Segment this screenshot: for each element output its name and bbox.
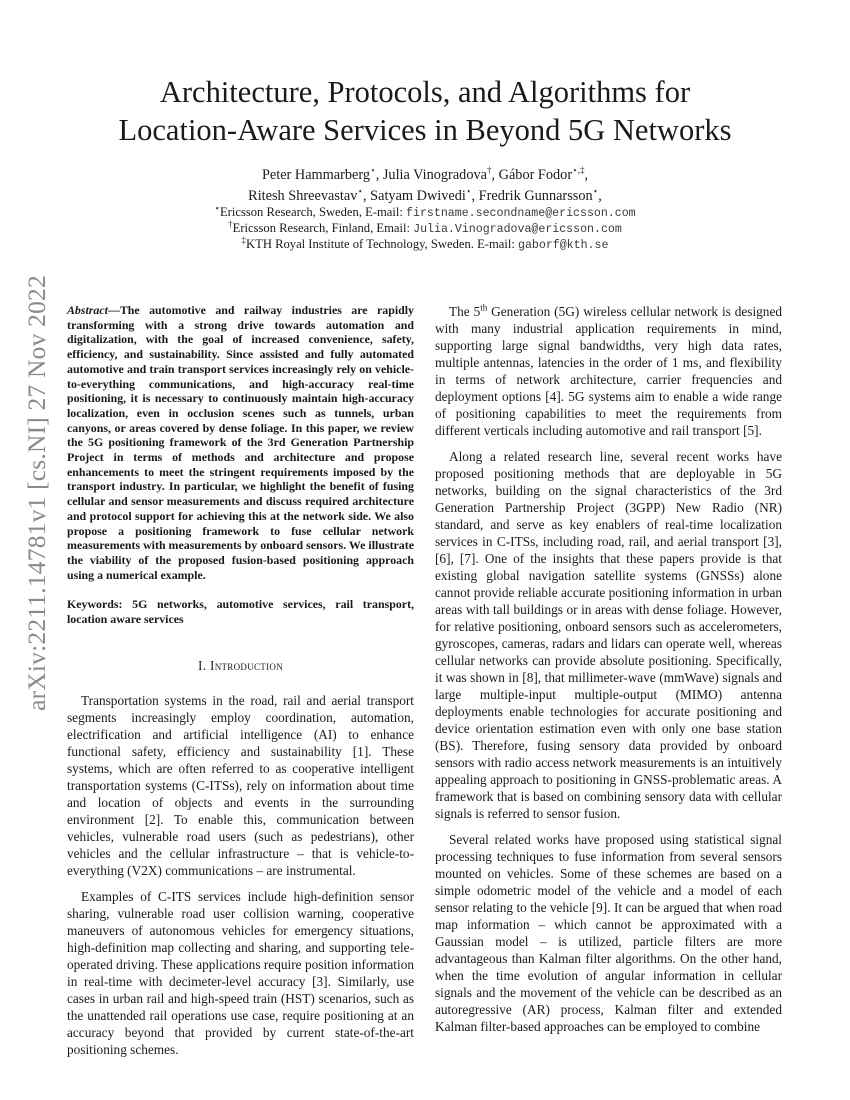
body-paragraph: Examples of C-ITS services include high-definition sensor sharing, vulnerable road user collision warning, cooperative maneuvers of autonomous vehicles for emergency situations, high-definition map collecting and sharing, and supporting tele-operated driving. These applications require position information in real-time with decimeter-level accuracy [3]. Similarly, use cases in urban rail and high-speed train (HST) scenarios, such as the unattended rail operations use case, require positioning at an accuracy beyond that provided by current state-of-the-art positioning schemes. bbox=[67, 888, 414, 1057]
paragraph-text: The 5 bbox=[449, 304, 481, 319]
affiliation-mark: ‡ bbox=[241, 234, 247, 245]
affiliation-text: KTH Royal Institute of Technology, Sweden. E-mail: bbox=[246, 237, 518, 251]
author-mark: ⋆,‡ bbox=[572, 165, 585, 176]
section-number: I. bbox=[197, 657, 210, 673]
author-mark: ⋆ bbox=[357, 186, 363, 197]
author-mark: ⋆ bbox=[592, 186, 599, 197]
body-paragraph: Several related works have proposed using statistical signal processing techniques to fuse information from several sensors mounted on vehicles. Some of these schemes are based on a simple odometric model of the vehicle and a model of each sensor relating to the vehicle [9]. It can be argued that when road map information – which cannot be approximated with a Gaussian model – is utilized, particle filters are more advantageous than Kalman filter algorithms. On the other hand, when the time evolution of angular information in cellular signals and the movement of the vehicle can be described as an autoregressive (AR) process, Kalman filter and extended Kalman filter-based approaches can be employed to combine bbox=[435, 832, 782, 1034]
affiliation-line bbox=[60, 202, 790, 221]
affiliation-text: Ericsson Research, Finland, Email: bbox=[232, 221, 414, 235]
keywords: Keywords: 5G networks, automotive services, rail transport, location aware services bbox=[67, 597, 414, 627]
affiliation-email: gaborf@kth.se bbox=[517, 239, 609, 252]
author-name: Satyam Dwivedi bbox=[370, 188, 466, 204]
author-line-2: Ritesh Shreevastav⋆, Satyam Dwivedi⋆, Fredrik Gunnarsson⋆, bbox=[248, 186, 602, 204]
author-name: Julia Vinogradova bbox=[382, 167, 487, 183]
ordinal-superscript: th bbox=[480, 302, 488, 313]
affiliation-email: Julia.Vinogradova@ericsson.com bbox=[413, 223, 622, 236]
author-line-1: Peter Hammarberg⋆, Julia Vinogradova†, Gábor Fodor⋆,‡, bbox=[261, 165, 589, 183]
affiliation-text: Ericsson Research, Sweden, E-mail: bbox=[219, 205, 407, 219]
author-name: Peter Hammarberg bbox=[261, 167, 371, 183]
abstract-label: Abstract bbox=[67, 303, 108, 317]
affiliation-line bbox=[60, 218, 790, 237]
abstract-body: —The automotive and railway industries are rapidly transforming with a strong drive towards automation and digitalization, with the goal of increased convenience, safety, efficiency, and sustainability. Since assisted and fully automated automotive and train transport services increasingly rely on vehicle-to-everything communications, and high-accuracy real-time positioning, it is necessary to continuously maintain high-accuracy localization, even in occlusion scenes such as tunnels, urban canyons, or areas covered by dense foliage. In this paper, we review the 5G positioning framework of the 3rd Generation Partnership Project in terms of methods and architecture and propose enhancements to meet the stringent requirements imposed by the transport industry. In particular, we highlight the benefit of fusing cellular and sensor measurements and discuss required architecture and protocol support for achieving this at the network side. We also propose a positioning framework to fuse cellular network measurements with measurements by onboard sensors. We illustrate the viability of the proposed fusion-based positioning approach using a numerical example. bbox=[67, 303, 414, 582]
section-title: Introduction bbox=[209, 657, 283, 673]
section-heading-introduction bbox=[67, 657, 414, 674]
arxiv-identifier: arXiv:2211.14781v1 [cs.NI] 27 Nov 2022 bbox=[22, 275, 51, 711]
paragraph-text: Generation (5G) wireless cellular network is designed with many industrial application requirements in mind, supporting large signal bandwidths, very high data rates, multiple antennas, latencies in the order of 1 ms, and flexibility in terms of network architecture, carrier frequencies and deployment options [4]. 5G systems aim to enable a wide range of positioning capabilities to meet the requirements from different verticals including automotive and rail transport [5]. bbox=[435, 304, 782, 438]
left-column bbox=[67, 303, 414, 1067]
body-paragraph: Transportation systems in the road, rail and aerial transport segments increasingly employ coordination, automation, electrification and artificial intelligence (AI) to enhance functional safety, efficiency and sustainability [1]. These systems, which are often referred to as cooperative intelligent transportation systems (C-ITSs), rely on information about time and location of objects and events in the surrounding environment [2]. To enable this, communication between vehicles, vulnerable road users (such as pedestrians), other vehicles and the cellular infrastructure – that is vehicle-to-everything (V2X) communications – are instrumental. bbox=[67, 692, 414, 878]
title-line-1: Architecture, Protocols, and Algorithms for bbox=[159, 75, 691, 109]
author-mark: † bbox=[486, 165, 492, 176]
author-mark: ⋆ bbox=[370, 165, 376, 176]
title-line-2: Location-Aware Services in Beyond 5G Networks bbox=[118, 113, 732, 147]
body-paragraph bbox=[435, 303, 782, 439]
right-column bbox=[435, 303, 782, 1044]
author-name: Gábor Fodor bbox=[498, 167, 573, 183]
abstract bbox=[67, 303, 414, 582]
author-name: Ritesh Shreevastav bbox=[248, 188, 358, 204]
arxiv-sidebar bbox=[14, 275, 60, 711]
author-name: Fredrik Gunnarsson bbox=[478, 188, 593, 204]
affiliations bbox=[60, 202, 790, 253]
body-paragraph: Along a related research line, several recent works have proposed positioning methods that are deployable in 5G networks, building on the signal characteristics of the 3rd Generation Partnership Project (3GPP) New Radio (NR) standard, and serve as key enablers of real-time localization services in C-ITSs, including road, rail, and aerial transport [3], [6], [7]. One of the insights that these papers provide is that existing global navigation satellite systems (GNSSs) alone cannot provide reliable accurate positioning information in urban areas with tall buildings or in areas with dense foliage. However, for relative positioning, onboard sensors such as accelerometers, gyroscopes, cameras, radars and lidars can operate well, whereas cellular networks can provide absolute positioning. Specifically, it was shown in [8], that millimeter-wave (mmWave) signals and large multiple-input multiple-output (MIMO) antenna deployments enable technologies for accurate positioning and device orientation estimation even with only one base station (BS). Therefore, fusing sensory data provided by onboard sensors with radio access network measurements is an intuitively appealing approach to positioning in GNSS-problematic areas. A framework that is based on combining sensory data with cellular signals is referred to sensor fusion. bbox=[435, 449, 782, 821]
affiliation-line bbox=[60, 234, 790, 253]
affiliation-email: firstname.secondname@ericsson.com bbox=[406, 207, 636, 220]
affiliation-mark: ⋆ bbox=[214, 202, 220, 213]
author-mark: ⋆ bbox=[465, 186, 472, 197]
paper-title bbox=[60, 73, 790, 149]
affiliation-mark: † bbox=[228, 218, 233, 229]
author-list bbox=[60, 165, 790, 207]
